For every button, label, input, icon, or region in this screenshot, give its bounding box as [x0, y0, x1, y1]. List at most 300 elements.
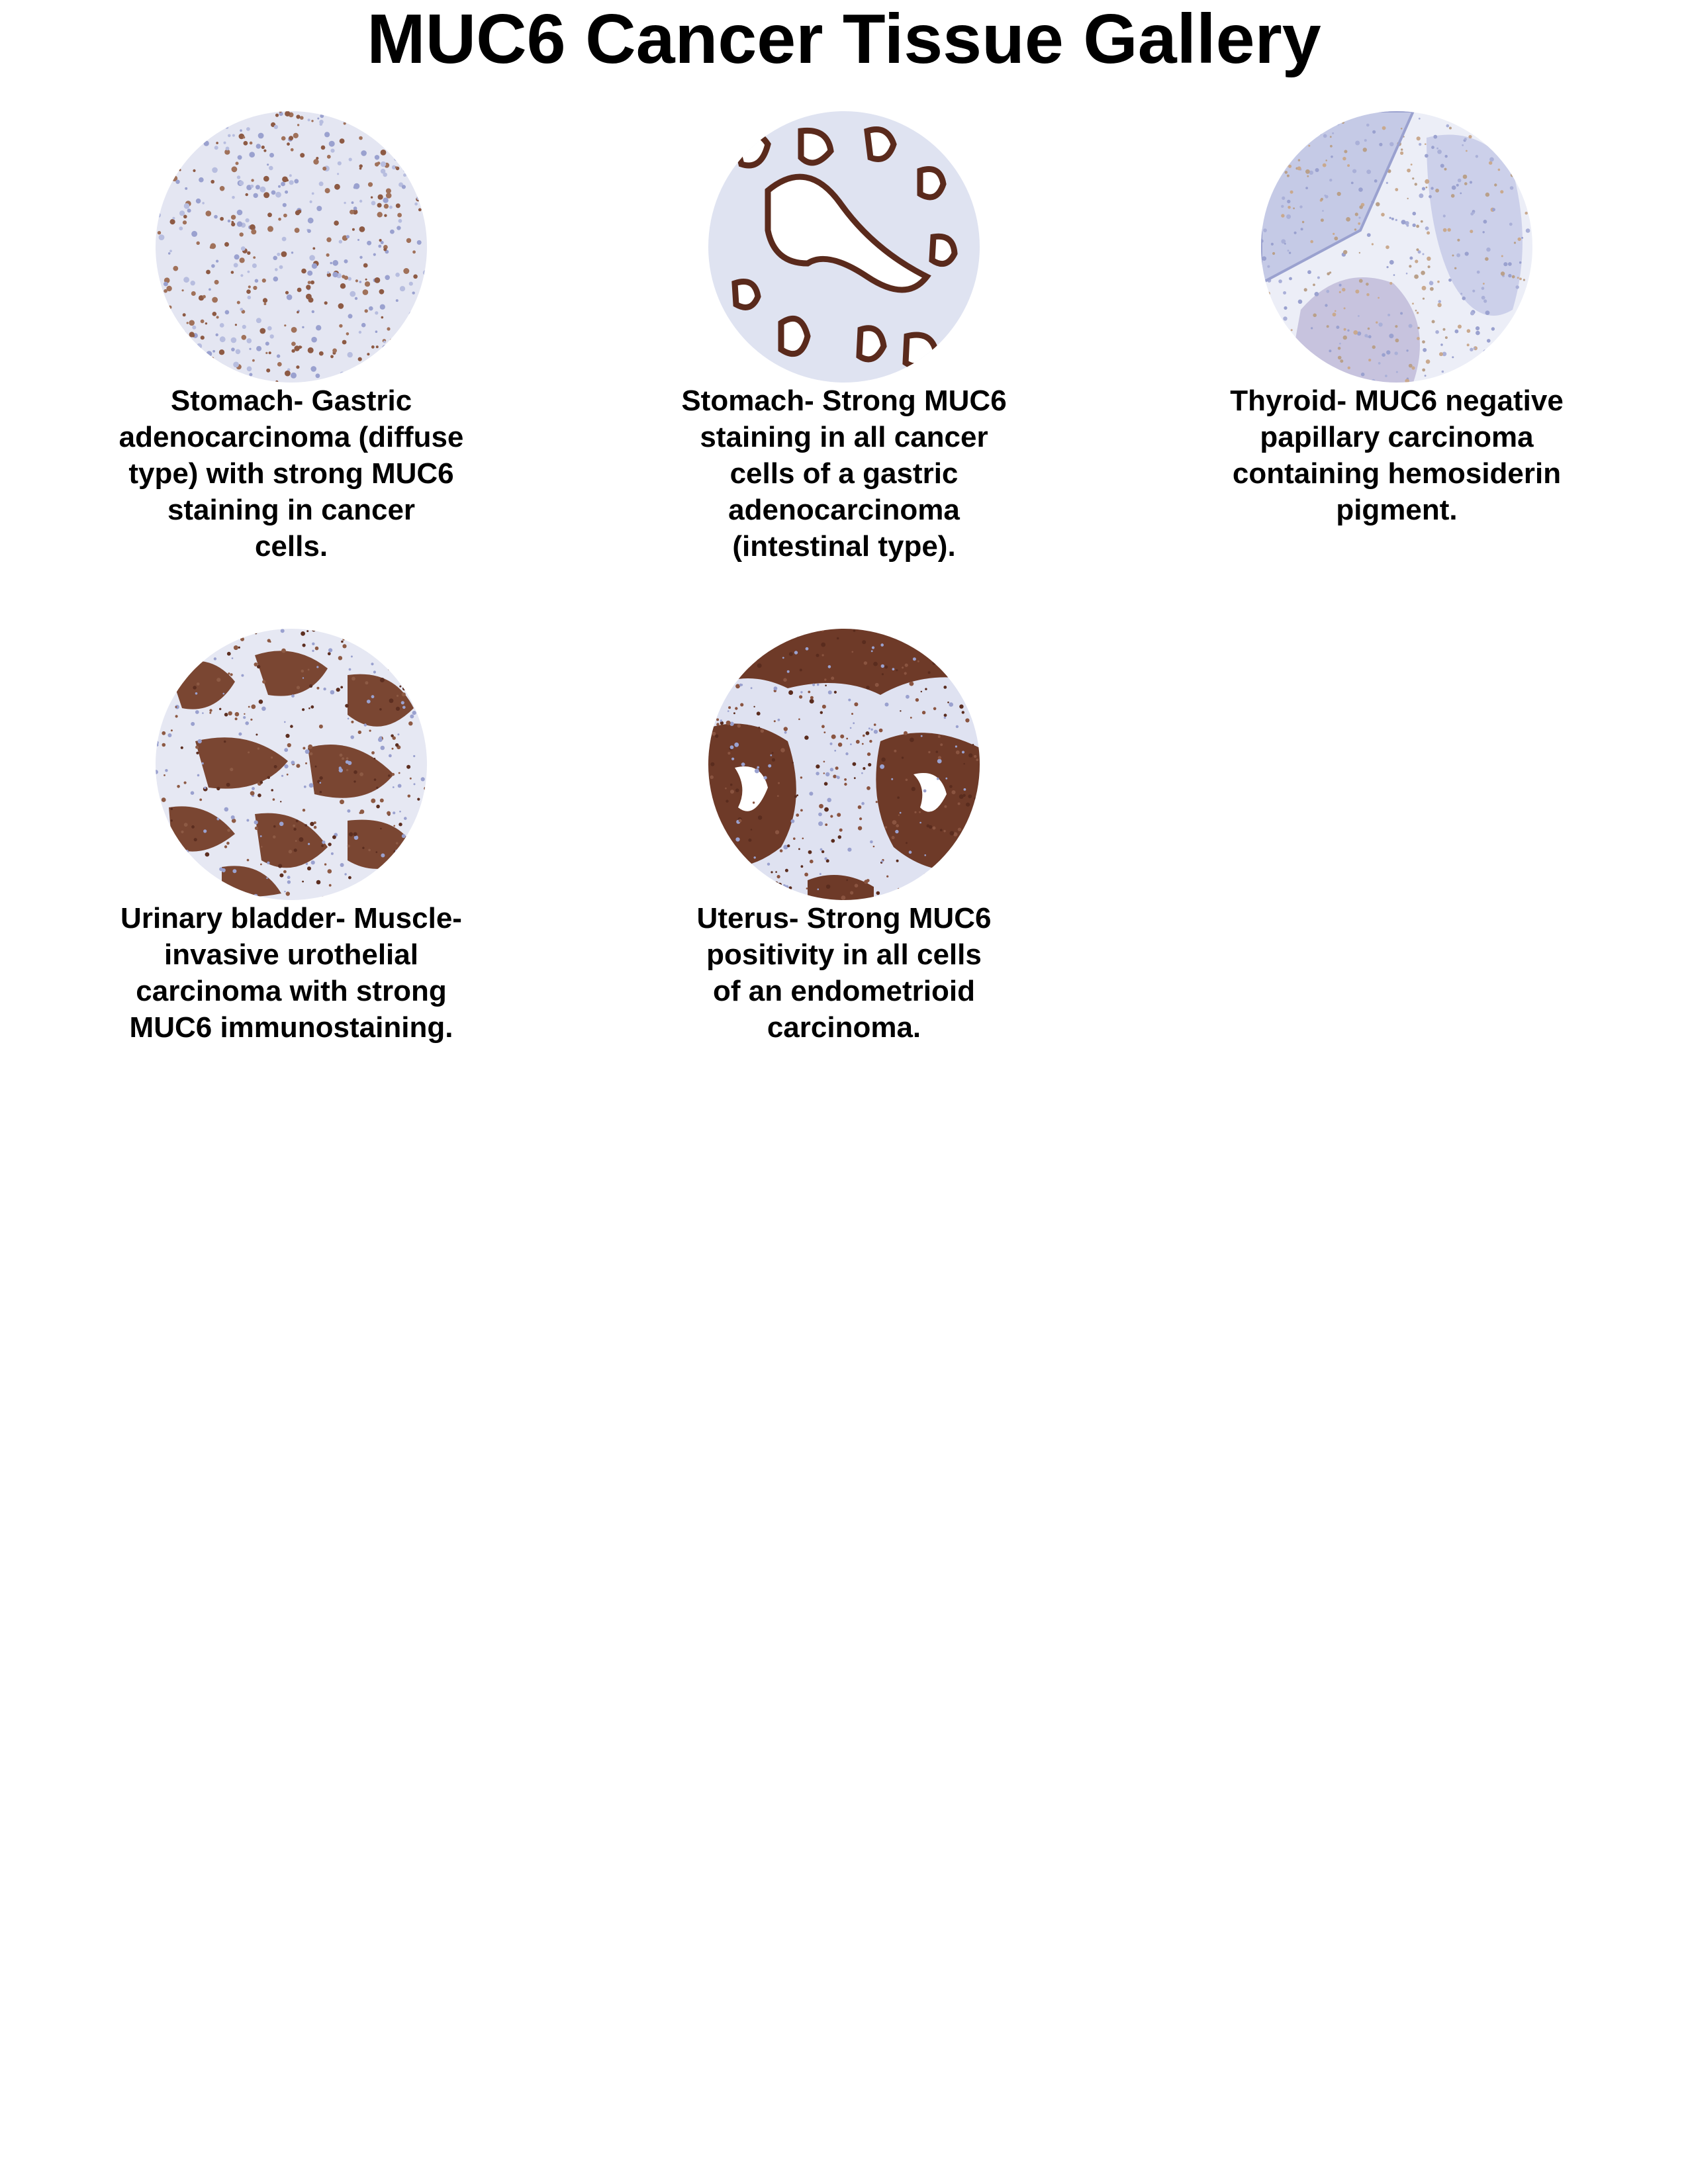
- tissue-speck: [1423, 253, 1425, 255]
- tissue-speck: [1503, 262, 1507, 266]
- tissue-speck: [1443, 228, 1447, 232]
- tissue-speck: [1449, 127, 1452, 130]
- tissue-speck: [207, 124, 212, 130]
- tissue-speck: [308, 745, 312, 749]
- tissue-speck: [1498, 169, 1501, 171]
- tissue-speck: [1525, 212, 1528, 214]
- tissue-speck: [183, 220, 187, 224]
- tissue-speck: [399, 823, 402, 826]
- tissue-speck: [1387, 314, 1390, 316]
- uterus-tissue-image: [708, 629, 980, 900]
- tissue-speck: [271, 191, 276, 195]
- tissue-speck: [1428, 265, 1430, 268]
- tissue-speck: [1440, 343, 1443, 346]
- tissue-speck: [846, 738, 848, 740]
- tissue-speck: [806, 629, 808, 631]
- tissue-speck: [834, 750, 836, 752]
- tissue-speck: [381, 367, 385, 371]
- tissue-speck: [399, 686, 401, 688]
- tissue-speck: [974, 668, 976, 670]
- tissue-speck: [1519, 261, 1522, 264]
- tissue-speck: [212, 167, 218, 173]
- tissue-speck: [393, 862, 398, 867]
- tissue-speck: [263, 192, 269, 198]
- tissue-speck: [1299, 116, 1302, 119]
- tissue-speck: [1491, 375, 1493, 378]
- tissue-speck: [237, 301, 240, 304]
- tissue-speck: [311, 337, 317, 343]
- tissue-speck: [1389, 282, 1392, 285]
- tissue-speck: [710, 837, 712, 839]
- tissue-speck: [1462, 296, 1466, 300]
- tissue-speck: [319, 351, 324, 356]
- tissue-speck: [1311, 118, 1315, 122]
- tissue-speck: [819, 804, 823, 809]
- tissue-speck: [240, 232, 244, 236]
- tissue-speck: [304, 786, 306, 788]
- tissue-speck: [808, 850, 812, 854]
- tissue-speck: [914, 811, 916, 813]
- tissue-speck: [340, 138, 345, 144]
- tissue-speck: [822, 654, 824, 656]
- tissue-speck: [866, 731, 870, 735]
- tissue-speck: [282, 177, 288, 183]
- tissue-speck: [287, 876, 291, 879]
- tissue-speck: [824, 678, 826, 680]
- tissue-speck: [254, 662, 258, 666]
- tissue-speck: [1281, 214, 1284, 217]
- tissue-core-image[interactable]: [156, 629, 427, 900]
- tissue-speck: [377, 895, 379, 897]
- tissue-speck: [978, 690, 980, 692]
- tissue-speck: [393, 825, 395, 827]
- tissue-speck: [955, 745, 957, 747]
- tissue-speck: [191, 664, 193, 667]
- tissue-speck: [337, 173, 339, 175]
- tissue-speck: [823, 772, 825, 774]
- tissue-speck: [256, 346, 261, 351]
- tissue-speck: [244, 141, 248, 146]
- tissue-speck: [351, 656, 353, 658]
- tissue-speck: [310, 366, 316, 372]
- tissue-speck: [248, 706, 250, 708]
- tissue-speck: [267, 639, 271, 642]
- tissue-speck: [749, 635, 754, 640]
- tissue-speck: [835, 766, 839, 770]
- tissue-speck: [1483, 299, 1487, 302]
- tissue-speck: [266, 878, 268, 880]
- tissue-speck: [754, 856, 756, 858]
- tissue-speck: [399, 219, 402, 223]
- tissue-speck: [735, 788, 739, 792]
- tissue-speck: [1308, 145, 1310, 147]
- tissue-speck: [1324, 195, 1326, 197]
- tissue-speck: [886, 876, 888, 878]
- tissue-speck: [743, 878, 747, 882]
- tissue-speck: [163, 819, 167, 823]
- tissue-speck: [1319, 132, 1321, 135]
- tissue-speck: [244, 713, 245, 715]
- tissue-speck: [346, 332, 350, 336]
- tissue-speck: [1295, 141, 1299, 145]
- tissue-speck: [1423, 298, 1425, 300]
- tissue-speck: [784, 731, 787, 734]
- tissue-speck: [1494, 353, 1497, 356]
- tissue-speck: [788, 690, 793, 695]
- tissue-speck: [226, 126, 229, 129]
- tissue-speck: [300, 116, 304, 120]
- tissue-speck: [858, 826, 862, 830]
- tissue-speck: [353, 770, 357, 774]
- tissue-speck: [768, 882, 771, 886]
- tissue-speck: [817, 684, 820, 686]
- tissue-speck: [959, 676, 963, 680]
- tissue-speck: [301, 269, 306, 274]
- tissue-speck: [203, 885, 205, 887]
- tissue-speck: [400, 654, 404, 658]
- tissue-speck: [393, 811, 395, 814]
- tissue-speck: [404, 660, 408, 664]
- tissue-speck: [409, 311, 415, 317]
- tissue-speck: [1307, 270, 1311, 274]
- tissue-speck: [368, 849, 371, 852]
- tissue-speck: [373, 670, 376, 673]
- tissue-speck: [212, 297, 218, 303]
- tissue-core-image[interactable]: [156, 111, 427, 383]
- tissue-speck: [1422, 340, 1425, 343]
- tissue-speck: [915, 698, 919, 702]
- tissue-speck: [730, 745, 734, 749]
- tissue-speck: [224, 713, 228, 717]
- tissue-speck: [348, 352, 353, 357]
- tissue-speck: [735, 707, 737, 709]
- tissue-speck: [240, 129, 242, 132]
- tissue-speck: [394, 629, 399, 634]
- tissue-speck: [324, 301, 328, 304]
- tissue-speck: [168, 885, 171, 887]
- tissue-speck: [722, 667, 724, 669]
- tissue-speck: [221, 636, 224, 639]
- tissue-speck: [1448, 279, 1452, 282]
- tissue-speck: [796, 794, 798, 796]
- tissue-speck: [422, 158, 425, 161]
- tissue-speck: [302, 708, 305, 711]
- tissue-speck: [917, 660, 919, 662]
- tissue-speck: [321, 146, 326, 150]
- tissue-speck: [395, 115, 399, 119]
- tissue-speck: [252, 359, 255, 362]
- tissue-speck: [775, 871, 777, 873]
- tissue-speck: [402, 667, 405, 670]
- tissue-speck: [305, 749, 310, 754]
- tissue-speck: [310, 705, 314, 709]
- tissue-speck: [740, 703, 743, 706]
- tissue-speck: [410, 375, 412, 377]
- tissue-speck: [342, 638, 345, 641]
- tissue-speck: [251, 179, 254, 181]
- tissue-speck: [876, 801, 878, 803]
- tissue-speck: [881, 860, 883, 862]
- tissue-speck: [191, 722, 195, 726]
- tissue-speck: [193, 636, 197, 639]
- tissue-speck: [339, 324, 342, 328]
- tissue-speck: [767, 863, 770, 866]
- tissue-speck: [365, 681, 368, 684]
- tissue-speck: [284, 891, 285, 892]
- tissue-speck: [1391, 218, 1394, 220]
- tissue-speck: [412, 250, 416, 253]
- tissue-speck: [1278, 345, 1283, 350]
- tissue-speck: [1283, 316, 1287, 320]
- tissue-speck: [1435, 330, 1439, 334]
- tissue-speck: [933, 827, 936, 830]
- tissue-speck: [968, 794, 972, 798]
- tissue-speck: [286, 891, 290, 895]
- tissue-speck: [925, 688, 927, 690]
- tissue-speck: [156, 347, 158, 352]
- tissue-speck: [282, 237, 287, 242]
- tissue-speck: [1460, 193, 1462, 195]
- tissue-speck: [413, 755, 415, 757]
- tissue-speck: [836, 776, 838, 778]
- tissue-speck: [1489, 158, 1494, 162]
- tissue-speck: [274, 125, 278, 129]
- tissue-speck: [261, 846, 263, 848]
- tissue-speck: [383, 173, 387, 177]
- tissue-speck: [1419, 143, 1421, 146]
- tissue-speck: [235, 324, 237, 326]
- tissue-speck: [390, 339, 394, 343]
- tissue-speck: [278, 218, 281, 221]
- tissue-speck: [291, 251, 293, 253]
- tissue-speck: [265, 352, 267, 354]
- tissue-speck: [187, 322, 189, 324]
- tissue-speck: [1287, 200, 1290, 203]
- tissue-speck: [1483, 349, 1487, 353]
- tissue-speck: [1272, 363, 1276, 366]
- tissue-speck: [816, 654, 820, 657]
- tissue-speck: [316, 373, 320, 378]
- tissue-speck: [1281, 205, 1284, 208]
- tissue-speck: [1330, 136, 1332, 138]
- tissue-speck: [246, 127, 250, 131]
- tissue-speck: [256, 144, 261, 148]
- tissue-speck: [326, 238, 331, 242]
- tissue-speck: [839, 829, 843, 832]
- tissue-speck: [363, 113, 365, 114]
- tissue-speck: [931, 882, 933, 884]
- tissue-speck: [1267, 128, 1270, 131]
- tissue-speck: [367, 700, 371, 704]
- tissue-speck: [295, 228, 300, 233]
- tissue-speck: [404, 893, 406, 895]
- tissue-speck: [910, 682, 914, 686]
- tissue-speck: [965, 718, 969, 722]
- tissue-speck: [1359, 252, 1360, 253]
- tissue-speck: [921, 691, 922, 692]
- tissue-speck: [243, 716, 246, 719]
- tissue-speck: [1463, 175, 1468, 179]
- tissue-speck: [1425, 226, 1429, 230]
- tissue-core-image[interactable]: [1261, 111, 1532, 383]
- tissue-speck: [159, 234, 165, 240]
- tissue-speck: [830, 815, 833, 817]
- tissue-speck: [1477, 271, 1480, 274]
- tissue-speck: [354, 835, 359, 840]
- tissue-speck: [1529, 280, 1532, 285]
- tissue-speck: [1313, 314, 1317, 318]
- tissue-speck: [206, 270, 211, 275]
- tissue-speck: [1517, 277, 1519, 279]
- tissue-speck: [902, 666, 904, 668]
- tissue-speck: [223, 693, 225, 695]
- tissue-speck: [275, 268, 278, 271]
- tissue-speck: [1406, 273, 1408, 275]
- tissue-speck: [1293, 340, 1296, 343]
- tissue-speck: [1395, 219, 1397, 221]
- tissue-speck: [238, 155, 242, 159]
- tissue-speck: [902, 756, 904, 758]
- tissue-core-image[interactable]: [708, 629, 980, 900]
- tissue-speck: [234, 263, 238, 267]
- tissue-speck: [405, 636, 408, 639]
- tissue-speck: [1411, 163, 1413, 165]
- tissue-speck: [387, 811, 391, 815]
- tissue-speck: [168, 306, 171, 309]
- tissue-speck: [1395, 188, 1398, 191]
- tissue-speck: [885, 703, 889, 707]
- tissue-speck: [291, 148, 294, 152]
- gallery-caption: Stomach- Strong MUC6 staining in all cancer cells of a gastric adenocarcinoma (intestinal type).: [681, 385, 1007, 563]
- tissue-speck: [375, 311, 378, 314]
- tissue-speck: [395, 273, 400, 277]
- tissue-speck: [264, 302, 267, 305]
- tissue-speck: [359, 772, 363, 776]
- tissue-speck: [329, 884, 332, 887]
- tissue-speck: [826, 885, 830, 889]
- tissue-speck: [203, 295, 206, 298]
- tissue-speck: [898, 815, 900, 816]
- tissue-speck: [1487, 339, 1491, 343]
- tissue-speck: [961, 895, 963, 897]
- tissue-speck: [409, 134, 411, 136]
- tissue-speck: [1425, 375, 1427, 377]
- tissue-speck: [340, 283, 346, 289]
- tissue-speck: [210, 243, 216, 249]
- tissue-speck: [162, 345, 167, 349]
- tissue-speck: [332, 272, 338, 277]
- tissue-speck: [799, 695, 802, 698]
- tissue-speck: [953, 646, 955, 649]
- tissue-speck: [197, 774, 200, 777]
- tissue-speck: [1326, 290, 1329, 293]
- tissue-speck: [940, 743, 943, 746]
- tissue-speck: [319, 120, 323, 124]
- tissue-speck: [1339, 343, 1341, 345]
- tissue-speck: [1336, 326, 1339, 329]
- tissue-speck: [173, 266, 178, 271]
- tissue-speck: [216, 334, 218, 336]
- tissue-speck: [1305, 187, 1308, 189]
- tissue-speck: [868, 727, 870, 729]
- tissue-speck: [230, 768, 233, 771]
- tissue-speck: [724, 862, 726, 864]
- tissue-speck: [308, 843, 310, 845]
- tissue-speck: [734, 667, 736, 669]
- tissue-speck: [324, 132, 330, 137]
- tissue-speck: [861, 802, 865, 805]
- tissue-speck: [388, 774, 391, 777]
- tissue-speck: [1368, 359, 1371, 361]
- tissue-speck: [784, 727, 788, 731]
- tissue-speck: [824, 782, 828, 786]
- tissue-speck: [1467, 329, 1471, 333]
- tissue-speck: [1353, 330, 1358, 335]
- tissue-speck: [348, 844, 350, 847]
- tissue-speck: [386, 193, 392, 199]
- tissue-speck: [871, 651, 873, 653]
- tissue-speck: [171, 807, 173, 810]
- tissue-speck: [1486, 368, 1490, 372]
- tissue-speck: [709, 716, 712, 719]
- tissue-speck: [1465, 251, 1469, 255]
- tissue-speck: [1486, 248, 1490, 251]
- tissue-speck: [851, 713, 853, 715]
- tissue-speck: [237, 221, 242, 226]
- tissue-speck: [794, 651, 798, 654]
- tissue-speck: [346, 757, 349, 760]
- tissue-speck: [383, 341, 386, 343]
- tissue-speck: [906, 842, 908, 844]
- tissue-speck: [876, 891, 880, 895]
- tissue-speck: [1462, 144, 1464, 146]
- tissue-speck: [845, 752, 848, 755]
- tissue-speck: [1283, 291, 1286, 295]
- tissue-speck: [308, 707, 310, 709]
- tissue-speck: [1315, 168, 1319, 172]
- tissue-speck: [349, 158, 352, 161]
- tissue-speck: [966, 645, 970, 649]
- tissue-speck: [169, 336, 172, 338]
- tissue-speck: [381, 120, 387, 126]
- tissue-speck: [156, 143, 159, 147]
- tissue-speck: [777, 795, 779, 797]
- tissue-speck: [1266, 292, 1270, 296]
- tissue-core-image[interactable]: [708, 111, 980, 383]
- tissue-speck: [397, 695, 399, 697]
- tissue-speck: [197, 682, 200, 686]
- tissue-speck: [943, 830, 945, 832]
- tissue-speck: [870, 841, 873, 844]
- tissue-speck: [181, 140, 184, 143]
- tissue-speck: [227, 829, 230, 832]
- tissue-speck: [254, 193, 258, 198]
- tissue-speck: [306, 285, 310, 289]
- tissue-speck: [852, 651, 854, 653]
- tissue-speck: [403, 268, 409, 274]
- tissue-speck: [1323, 134, 1327, 138]
- tissue-speck: [1351, 182, 1354, 185]
- tissue-speck: [308, 347, 314, 353]
- tissue-speck: [201, 320, 205, 324]
- tissue-speck: [375, 155, 379, 159]
- tissue-speck: [1327, 325, 1329, 328]
- tissue-speck: [251, 704, 256, 709]
- tissue-speck: [164, 282, 168, 287]
- tissue-speck: [830, 768, 833, 771]
- tissue-speck: [353, 635, 355, 637]
- tissue-speck: [375, 162, 379, 166]
